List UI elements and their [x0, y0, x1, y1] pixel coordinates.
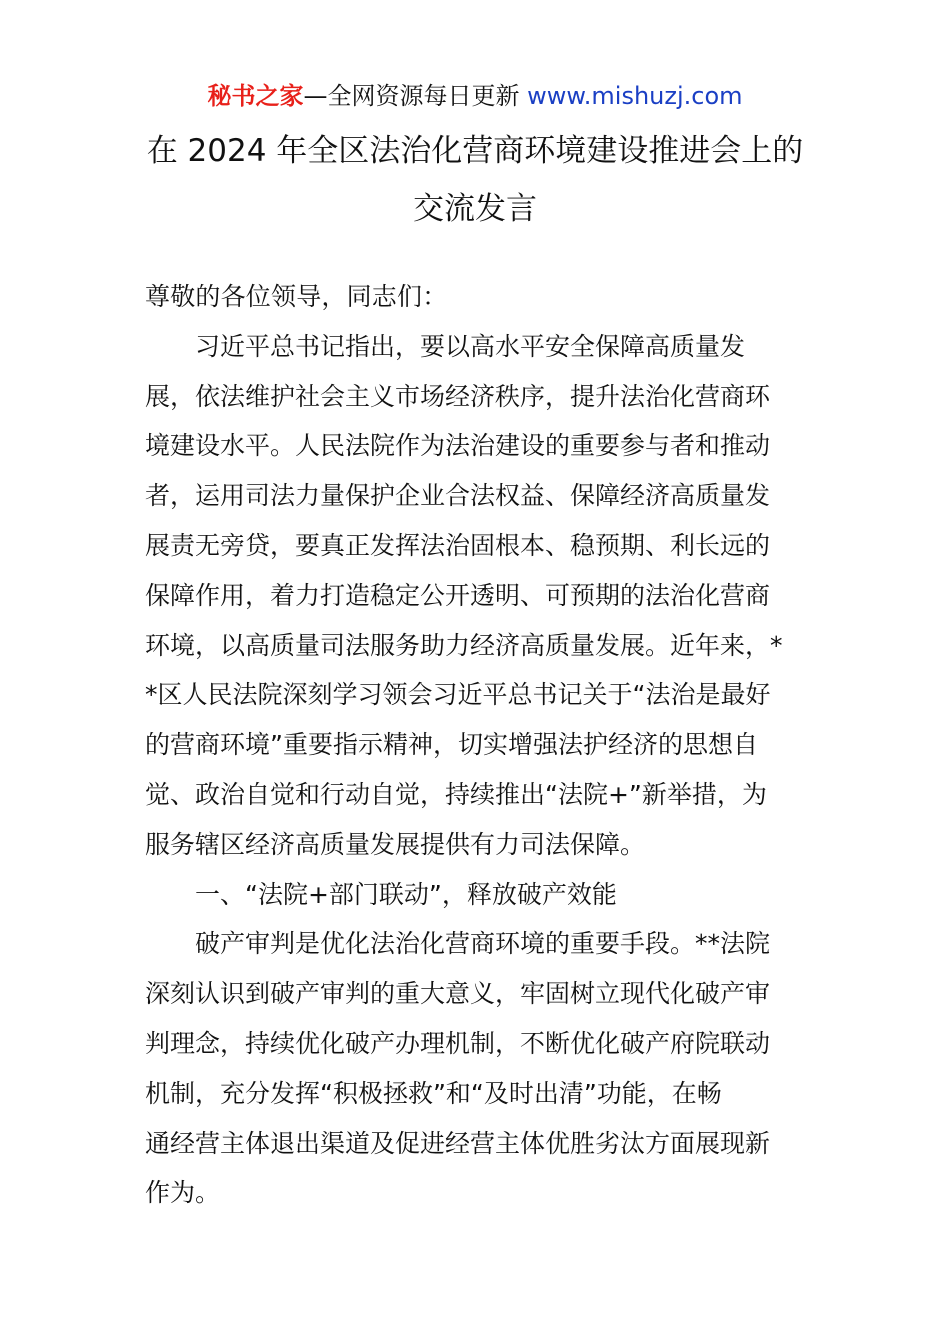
site-header: [0, 80, 950, 112]
paragraph-2: [145, 919, 810, 1218]
paragraph-line: 展，依法维护社会主义市场经济秩序，提升法治化营商环: [145, 381, 771, 411]
document-body: [145, 272, 810, 1218]
paragraph-line: 服务辖区经济高质量发展提供有力司法保障。: [145, 829, 646, 859]
paragraph-line: 境建设水平。人民法院作为法治建设的重要参与者和推动: [145, 431, 771, 461]
document-title: [120, 122, 830, 238]
salutation: 尊敬的各位领导，同志们：: [145, 282, 448, 311]
paragraph-line: 保障作用，着力打造稳定公开透明、可预期的法治化营商: [145, 580, 771, 610]
paragraph-line: 破产审判是优化法治化营商环境的重要手段。**法院: [195, 929, 771, 959]
paragraph-line: 展责无旁贷，要真正发挥法治固根本、稳预期、利长远的: [145, 530, 771, 560]
title-line-2: 交流发言: [413, 191, 537, 227]
paragraph-line: 通经营主体退出渠道及促进经营主体优胜劣汰方面展现新: [145, 1128, 771, 1158]
paragraph-line: 觉、政治自觉和行动自觉，持续推出“法院+”新举措，为: [145, 779, 767, 809]
site-brand: 秘书之家: [207, 82, 304, 110]
site-tagline: —全网资源每日更新: [303, 82, 528, 110]
paragraph-1: [145, 322, 810, 870]
paragraph-line: 的营商环境”重要指示精神，切实增强法护经济的思想自: [145, 730, 758, 760]
paragraph-line: 作为。: [145, 1178, 221, 1208]
paragraph-line: 者，运用司法力量保护企业合法权益、保障经济高质量发: [145, 481, 771, 511]
paragraph-line: *区人民法院深刻学习领会习近平总书记关于“法治是最好: [145, 680, 771, 710]
paragraph-line: 环境，以高质量司法服务助力经济高质量发展。近年来，*: [145, 630, 783, 660]
paragraph-line: 判理念，持续优化破产办理机制，不断优化破产府院联动: [145, 1028, 771, 1058]
site-url-link[interactable]: www.mishuzj.com: [527, 82, 743, 110]
title-line-1: 在 2024 年全区法治化营商环境建设推进会上的: [146, 133, 804, 169]
paragraph-line: 习近平总书记指出，要以高水平安全保障高质量发: [195, 331, 746, 361]
paragraph-line: 机制，充分发挥“积极拯救”和“及时出清”功能，在畅: [145, 1078, 722, 1108]
paragraph-line: 深刻认识到破产审判的重大意义，牢固树立现代化破产审: [145, 979, 771, 1009]
section-heading-1: 一、“法院+部门联动”，释放破产效能: [195, 879, 617, 909]
